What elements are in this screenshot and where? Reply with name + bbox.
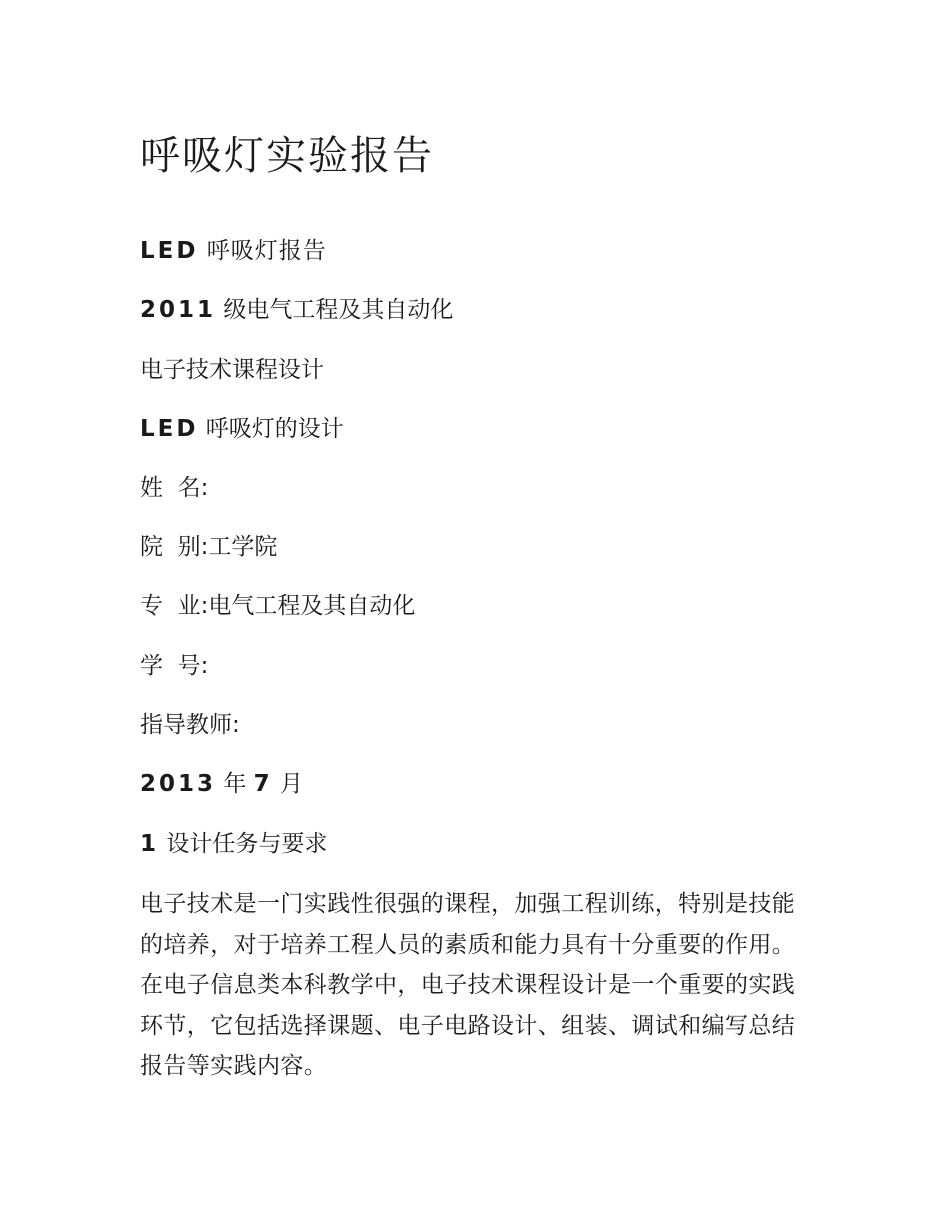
advisor-label: 指导教师: xyxy=(140,712,240,738)
date-year: 2013 xyxy=(140,771,217,797)
body-paragraph: 电子技术是一门实践性很强的课程，加强工程训练，特别是技能的培养，对于培养工程人员的素质和能力具有十分重要的作用。在电子信息类本科教学中，电子技术课程设计是一个重要的实践环节，它包括选择课题、电子电路设计、组装、调试和编写总结报告等实践内容。 xyxy=(140,891,796,1079)
name-label: 姓 名: xyxy=(140,475,209,501)
course-line xyxy=(140,354,324,386)
date-year-unit: 年 xyxy=(216,771,254,797)
student-id-field xyxy=(140,650,208,682)
college-field xyxy=(140,531,277,563)
advisor-field xyxy=(140,709,240,741)
section-heading xyxy=(140,828,327,860)
report-heading-line xyxy=(140,235,327,267)
design-title-line xyxy=(140,413,344,445)
college-label: 院 别:工学院 xyxy=(140,534,278,560)
major-field xyxy=(140,590,415,622)
class-text: 级电气工程及其自动化 xyxy=(216,297,454,323)
year-bold: 2011 xyxy=(140,297,217,323)
section-number: 1 xyxy=(140,831,160,857)
class-line xyxy=(140,294,453,326)
document-title: 呼吸灯实验报告 xyxy=(140,133,434,179)
led-bold: LED xyxy=(140,238,199,264)
major-label: 专 业:电气工程及其自动化 xyxy=(140,593,416,619)
report-heading-text: 呼吸灯报告 xyxy=(198,238,327,264)
led-bold-2: LED xyxy=(140,416,199,442)
course-text: 电子技术课程设计 xyxy=(140,357,324,383)
date-line xyxy=(140,768,303,800)
name-field xyxy=(140,472,208,504)
date-month: 7 xyxy=(253,771,273,797)
student-id-label: 学 号: xyxy=(140,653,209,679)
section-title: 设计任务与要求 xyxy=(159,831,328,857)
design-title-text: 呼吸灯的设计 xyxy=(198,416,344,442)
date-month-unit: 月 xyxy=(272,771,303,797)
